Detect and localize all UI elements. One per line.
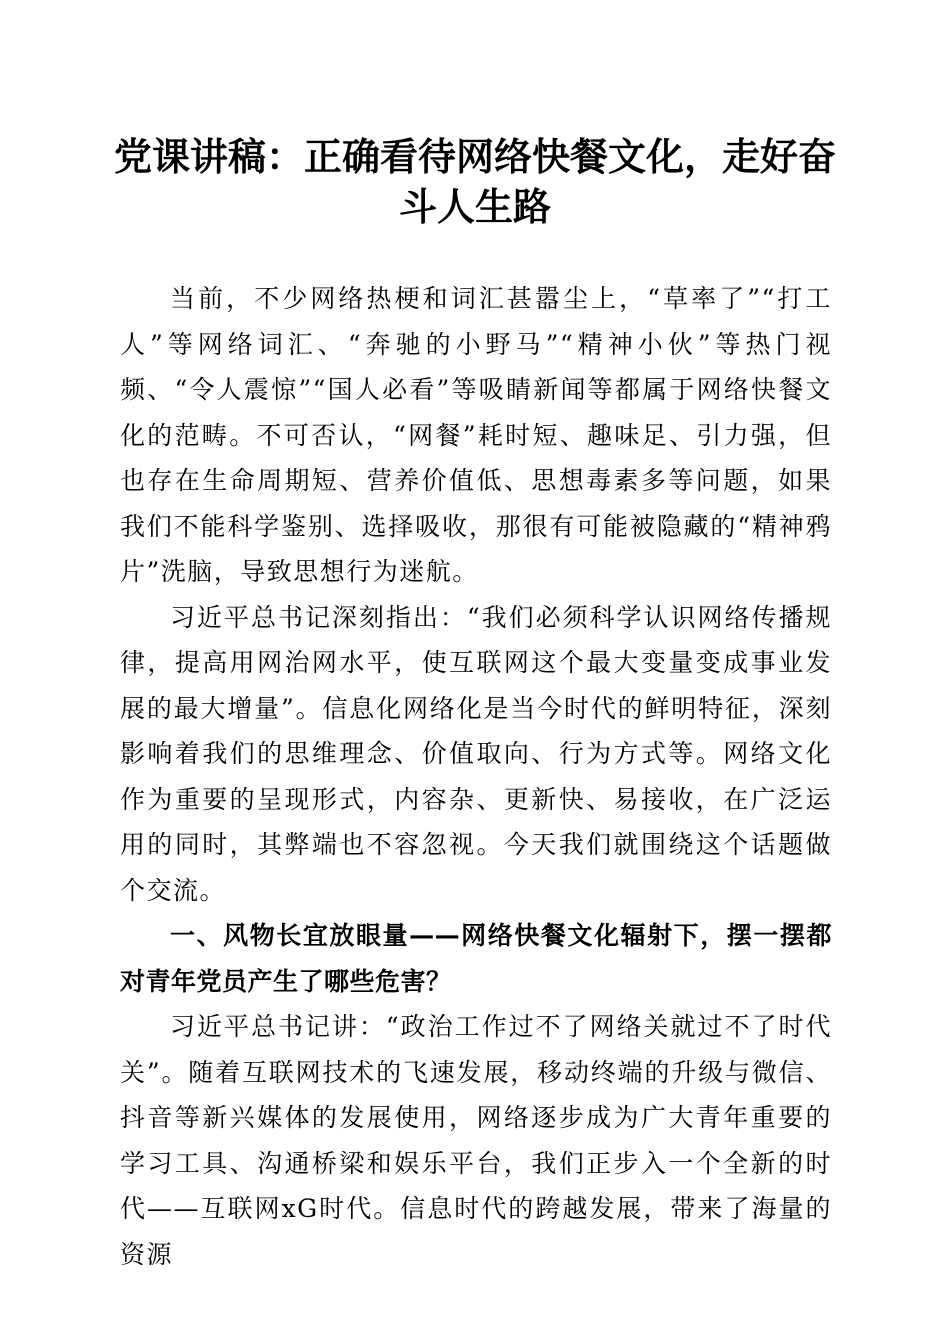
document-title: 党课讲稿：正确看待网络快餐文化，走好奋斗人生路 bbox=[113, 134, 836, 229]
section-heading: 一、风物长宜放眼量——网络快餐文化辐射下，摆一摆都对青年党员产生了哪些危害？ bbox=[120, 921, 832, 996]
paragraph-intro: 当前，不少网络热梗和词汇甚嚣尘上，“草率了”“打工人”等网络词汇、“奔驰的小野马”“精神小伙”等热门视频、“令人震惊”“国人必看”等吸睛新闻等都属于网络快餐文化的范畴。不可否认，“网餐”耗时短、趣味足、引力强，但也存在生命周期短、营养价值低、思想毒素多等问题，如果我们不能科学鉴别、选择吸收，那很有可能被隐藏的“精神鸦片”洗脑，导致思想行为迷航。 bbox=[120, 284, 832, 586]
document-body bbox=[120, 276, 832, 1277]
paragraph-quote: 习近平总书记深刻指出：“我们必须科学认识网络传播规律，提高用网治网水平，使互联网这个最大变量变成事业发展的最大增量”。信息化网络化是当今时代的鲜明特征，深刻影响着我们的思维理念、价值取向、行为方式等。网络文化作为重要的呈现形式，内容杂、更新快、易接收，在广泛运用的同时，其弊端也不容忽视。今天我们就围绕这个话题做个交流。 bbox=[120, 602, 832, 905]
paragraph-section-one: 习近平总书记讲：“政治工作过不了网络关就过不了时代关”。随着互联网技术的飞速发展，移动终端的升级与微信、抖音等新兴媒体的发展使用，网络逐步成为广大青年重要的学习工具、沟通桥梁和娱乐平台，我们正步入一个全新的时代——互联网xG时代。信息时代的跨越发展，带来了海量的资源 bbox=[120, 1012, 832, 1269]
